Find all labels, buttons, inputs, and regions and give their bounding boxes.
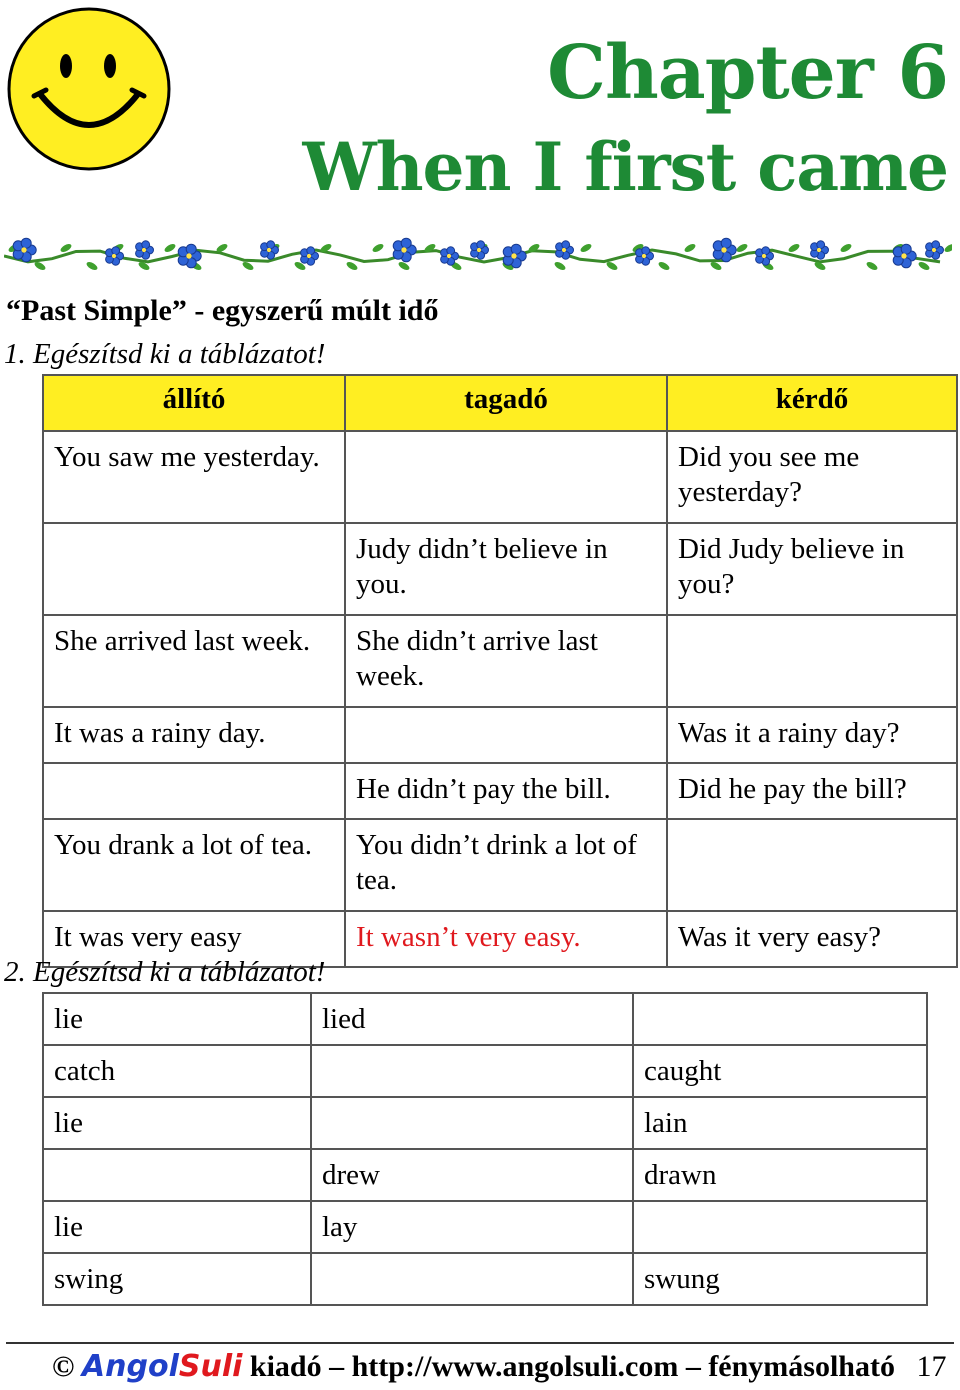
table-cell: catch bbox=[43, 1045, 311, 1097]
header-kerdo: kérdő bbox=[667, 375, 957, 431]
footer-text: kiadó – http://www.angolsuli.com – fénymásolható bbox=[249, 1350, 895, 1383]
table-cell bbox=[43, 1149, 311, 1201]
table-cell: Was it a rainy day? bbox=[667, 707, 957, 763]
table-cell bbox=[43, 523, 345, 615]
brand-name-part-a: Angol bbox=[81, 1349, 179, 1384]
table-cell: drew bbox=[311, 1149, 633, 1201]
table-cell: swung bbox=[633, 1253, 927, 1305]
table-cell: lie bbox=[43, 1201, 311, 1253]
section-title: “Past Simple” - egyszerű múlt idő bbox=[6, 294, 439, 327]
footer-divider bbox=[6, 1342, 954, 1344]
table-cell bbox=[667, 819, 957, 911]
table-cell: Did he pay the bill? bbox=[667, 763, 957, 819]
table-cell: lied bbox=[311, 993, 633, 1045]
table-cell bbox=[311, 1253, 633, 1305]
table-cell: caught bbox=[633, 1045, 927, 1097]
footer bbox=[52, 1349, 946, 1384]
table-cell: You drank a lot of tea. bbox=[43, 819, 345, 911]
exercise-2-instruction: 2. Egészítsd ki a táblázatot! bbox=[4, 956, 326, 988]
table-cell bbox=[345, 431, 667, 523]
header-tagado: tagadó bbox=[345, 375, 667, 431]
table-cell: She didn’t arrive last week. bbox=[345, 615, 667, 707]
table-cell: swing bbox=[43, 1253, 311, 1305]
copyright-symbol: © bbox=[52, 1350, 75, 1383]
table-cell: Was it very easy? bbox=[667, 911, 957, 967]
table-cell: He didn’t pay the bill. bbox=[345, 763, 667, 819]
table-cell bbox=[633, 993, 927, 1045]
table-cell: Did Judy believe in you? bbox=[667, 523, 957, 615]
table-cell: lain bbox=[633, 1097, 927, 1149]
header-allito: állító bbox=[43, 375, 345, 431]
table-cell bbox=[345, 707, 667, 763]
table-cell: lay bbox=[311, 1201, 633, 1253]
table-cell: You didn’t drink a lot of tea. bbox=[345, 819, 667, 911]
exercise-1-instruction: 1. Egészítsd ki a táblázatot! bbox=[4, 338, 326, 370]
table-cell: She arrived last week. bbox=[43, 615, 345, 707]
table-cell: It was a rainy day. bbox=[43, 707, 345, 763]
page-number: 17 bbox=[916, 1350, 947, 1383]
table-cell: It was very easy bbox=[43, 911, 345, 967]
table-cell bbox=[311, 1097, 633, 1149]
table-cell: You saw me yesterday. bbox=[43, 431, 345, 523]
table-cell: Did you see me yesterday? bbox=[667, 431, 957, 523]
table-cell bbox=[667, 615, 957, 707]
smiley-face-icon bbox=[6, 6, 172, 172]
table-cell bbox=[311, 1045, 633, 1097]
table-cell: lie bbox=[43, 993, 311, 1045]
chapter-subtitle: When I first came bbox=[302, 128, 948, 206]
chapter-title: Chapter 6 bbox=[547, 30, 948, 116]
table-cell: Judy didn’t believe in you. bbox=[345, 523, 667, 615]
exercise-1-table bbox=[42, 374, 958, 968]
table-cell: drawn bbox=[633, 1149, 927, 1201]
table-cell-answer: It wasn’t very easy. bbox=[345, 911, 667, 967]
table-cell bbox=[633, 1201, 927, 1253]
brand-name-part-b: Suli bbox=[178, 1349, 243, 1384]
table-cell: lie bbox=[43, 1097, 311, 1149]
table-cell bbox=[43, 763, 345, 819]
flower-vine-border-icon bbox=[4, 226, 952, 282]
exercise-2-table bbox=[42, 992, 928, 1306]
